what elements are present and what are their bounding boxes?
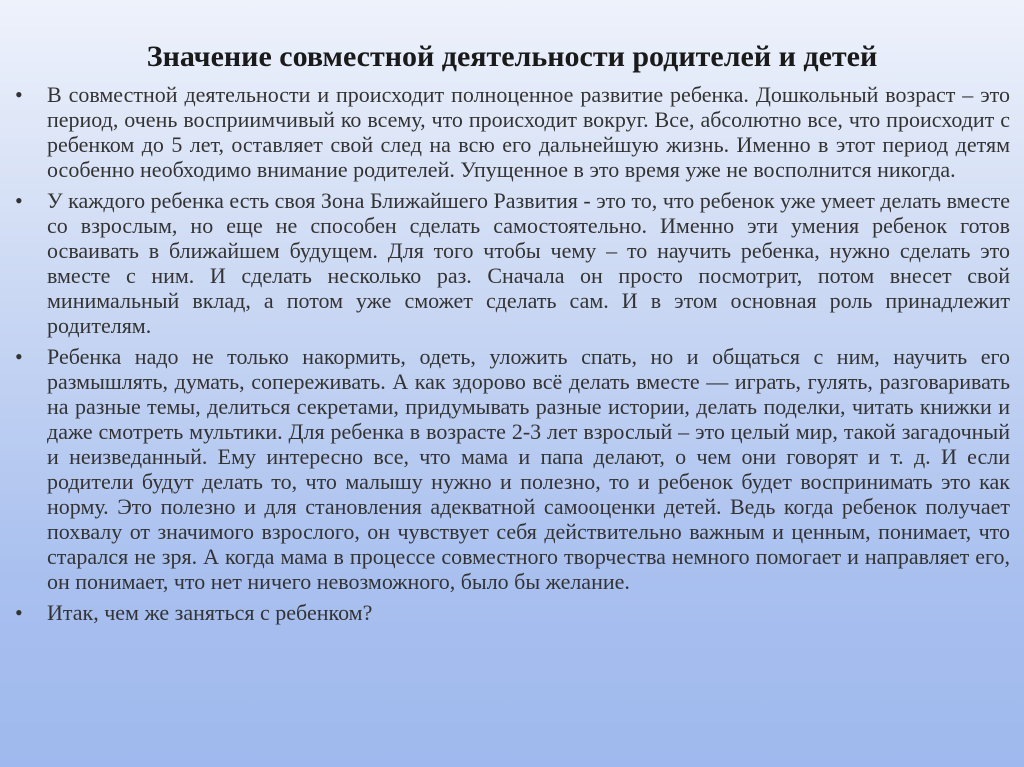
bullet-item xyxy=(15,344,1010,594)
bullet-item xyxy=(15,188,1010,338)
bullet-item xyxy=(15,82,1010,182)
bullet-text: Ребенка надо не только накормить, одеть, уложить спать, но и общаться с ним, научить его размышлять, думать, сопереживать. А как здорово всё делать вместе — играть, гулять, разговаривать на разные темы, делиться секретами, придумывать разные истории, делать поделки, читать книжки и даже смотреть мультики. Для ребенка в возрасте 2-3 лет взрослый – это целый мир, такой загадочный и неизведанный. Ему интересно все, что мама и папа делают, о чем они говорят и т. д. И если родители будут делать то, что малышу нужно и полезно, то и ребенок будет воспринимать это как норму. Это полезно и для становления адекватной самооценки детей. Ведь когда ребенок получает похвалу от значимого взрослого, он чувствует себя действительно важным и ценным, понимает, что старался не зря. А когда мама в процессе совместного творчества немного помогает и направляет его, он понимает, что нет ничего невозможного, было бы желание. xyxy=(47,344,1010,594)
bullet-item xyxy=(15,600,1010,625)
bullet-dot-icon: • xyxy=(15,600,23,625)
bullet-dot-icon: • xyxy=(15,82,23,107)
bullet-text: Итак, чем же заняться с ребенком? xyxy=(47,600,373,625)
bullet-list xyxy=(15,82,1010,631)
bullet-dot-icon: • xyxy=(15,344,23,369)
bullet-dot-icon: • xyxy=(15,188,23,213)
bullet-text: У каждого ребенка есть своя Зона Ближайшего Развития - это то, что ребенок уже умеет делать вместе со взрослым, но еще не способен сделать самостоятельно. Именно эти умения ребенок готов осваивать в ближайшем будущем. Для того чтобы чему – то научить ребенка, нужно сделать это вместе с ним. И сделать несколько раз. Сначала он просто посмотрит, потом внесет свой минимальный вклад, а потом уже сможет сделать сам. И в этом основная роль принадлежит родителям. xyxy=(47,188,1010,338)
slide-title: Значение совместной деятельности родителей и детей xyxy=(146,40,878,73)
bullet-text: В совместной деятельности и происходит полноценное развитие ребенка. Дошкольный возраст – это период, очень восприимчивый ко всему, что происходит вокруг. Все, абсолютно все, что происходит с ребенком до 5 лет, оставляет свой след на всю его дальнейшую жизнь. Именно в этот период детям особенно необходимо внимание родителей. Упущенное в это время уже не восполнится никогда. xyxy=(47,82,1010,182)
